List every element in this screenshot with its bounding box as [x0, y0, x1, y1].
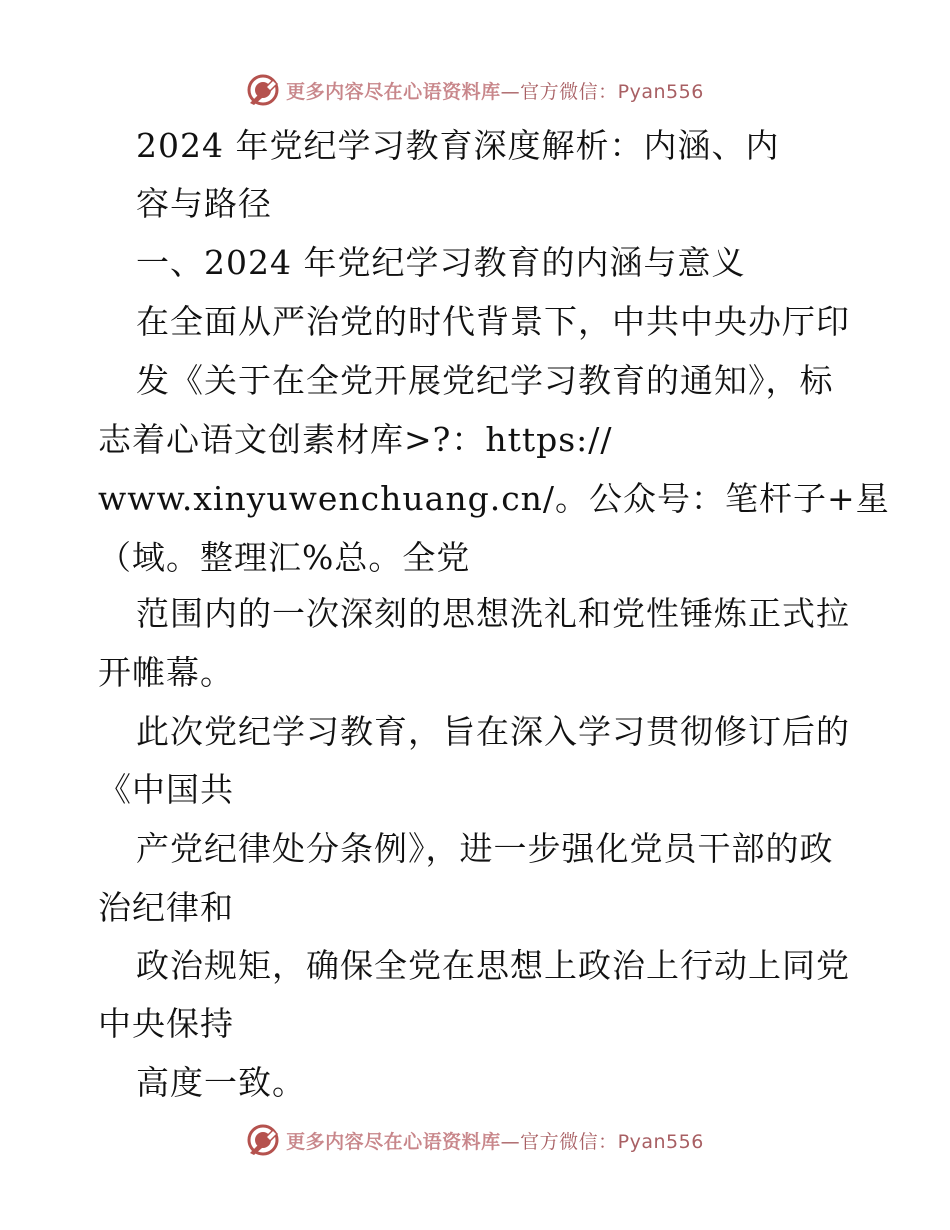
- paragraph-line: 政治规矩，确保全党在思想上政治上行动上同党: [136, 946, 850, 985]
- paragraph-line: 中央保持: [98, 1004, 234, 1043]
- paragraph-line: www.xinyuwenchuang.cn/。公众号：笔杆子+星: [98, 479, 890, 518]
- paragraph-line: 《中国共: [98, 770, 234, 809]
- paragraph-line: 治纪律和: [98, 888, 234, 927]
- paragraph-line: 开帷幕。: [98, 653, 234, 692]
- paragraph-line: 产党纪律处分条例》，进一步强化党员干部的政: [136, 829, 834, 868]
- watermark-text-part1: 更多内容尽在心语资料库: [286, 1130, 501, 1153]
- section-heading: 一、2024 年党纪学习教育的内涵与意义: [136, 243, 746, 282]
- paragraph-line: 此次党纪学习教育，旨在深入学习贯彻修订后的: [136, 712, 850, 751]
- paragraph-line: 在全面从严治党的时代背景下，中共中央办厅印: [136, 302, 850, 341]
- paragraph-line: 范围内的一次深刻的思想洗礼和党性锤炼正式拉: [136, 594, 850, 633]
- paragraph-line: 志着心语文创素材库>?：https://: [98, 420, 613, 459]
- watermark-text: [286, 77, 704, 104]
- title-line-2: 容与路径: [136, 184, 272, 223]
- watermark-text-part1: 更多内容尽在心语资料库: [286, 80, 501, 103]
- paragraph-line: （域。整理汇%总。全党: [98, 538, 471, 577]
- footer-watermark: [0, 1122, 950, 1158]
- pen-circle-logo-icon: [246, 73, 280, 107]
- pen-circle-logo-icon: [246, 1123, 280, 1157]
- watermark-text: [286, 1127, 704, 1154]
- header-watermark: [0, 72, 950, 108]
- watermark-text-part2: —官方微信：Pyan556: [500, 80, 704, 103]
- paragraph-line: 高度一致。: [136, 1063, 306, 1102]
- watermark-text-part2: —官方微信：Pyan556: [500, 1130, 704, 1153]
- paragraph-line: 发《关于在全党开展党纪学习教育的通知》，标: [136, 361, 834, 400]
- title-line-1: 2024 年党纪学习教育深度解析：内涵、内: [136, 126, 780, 165]
